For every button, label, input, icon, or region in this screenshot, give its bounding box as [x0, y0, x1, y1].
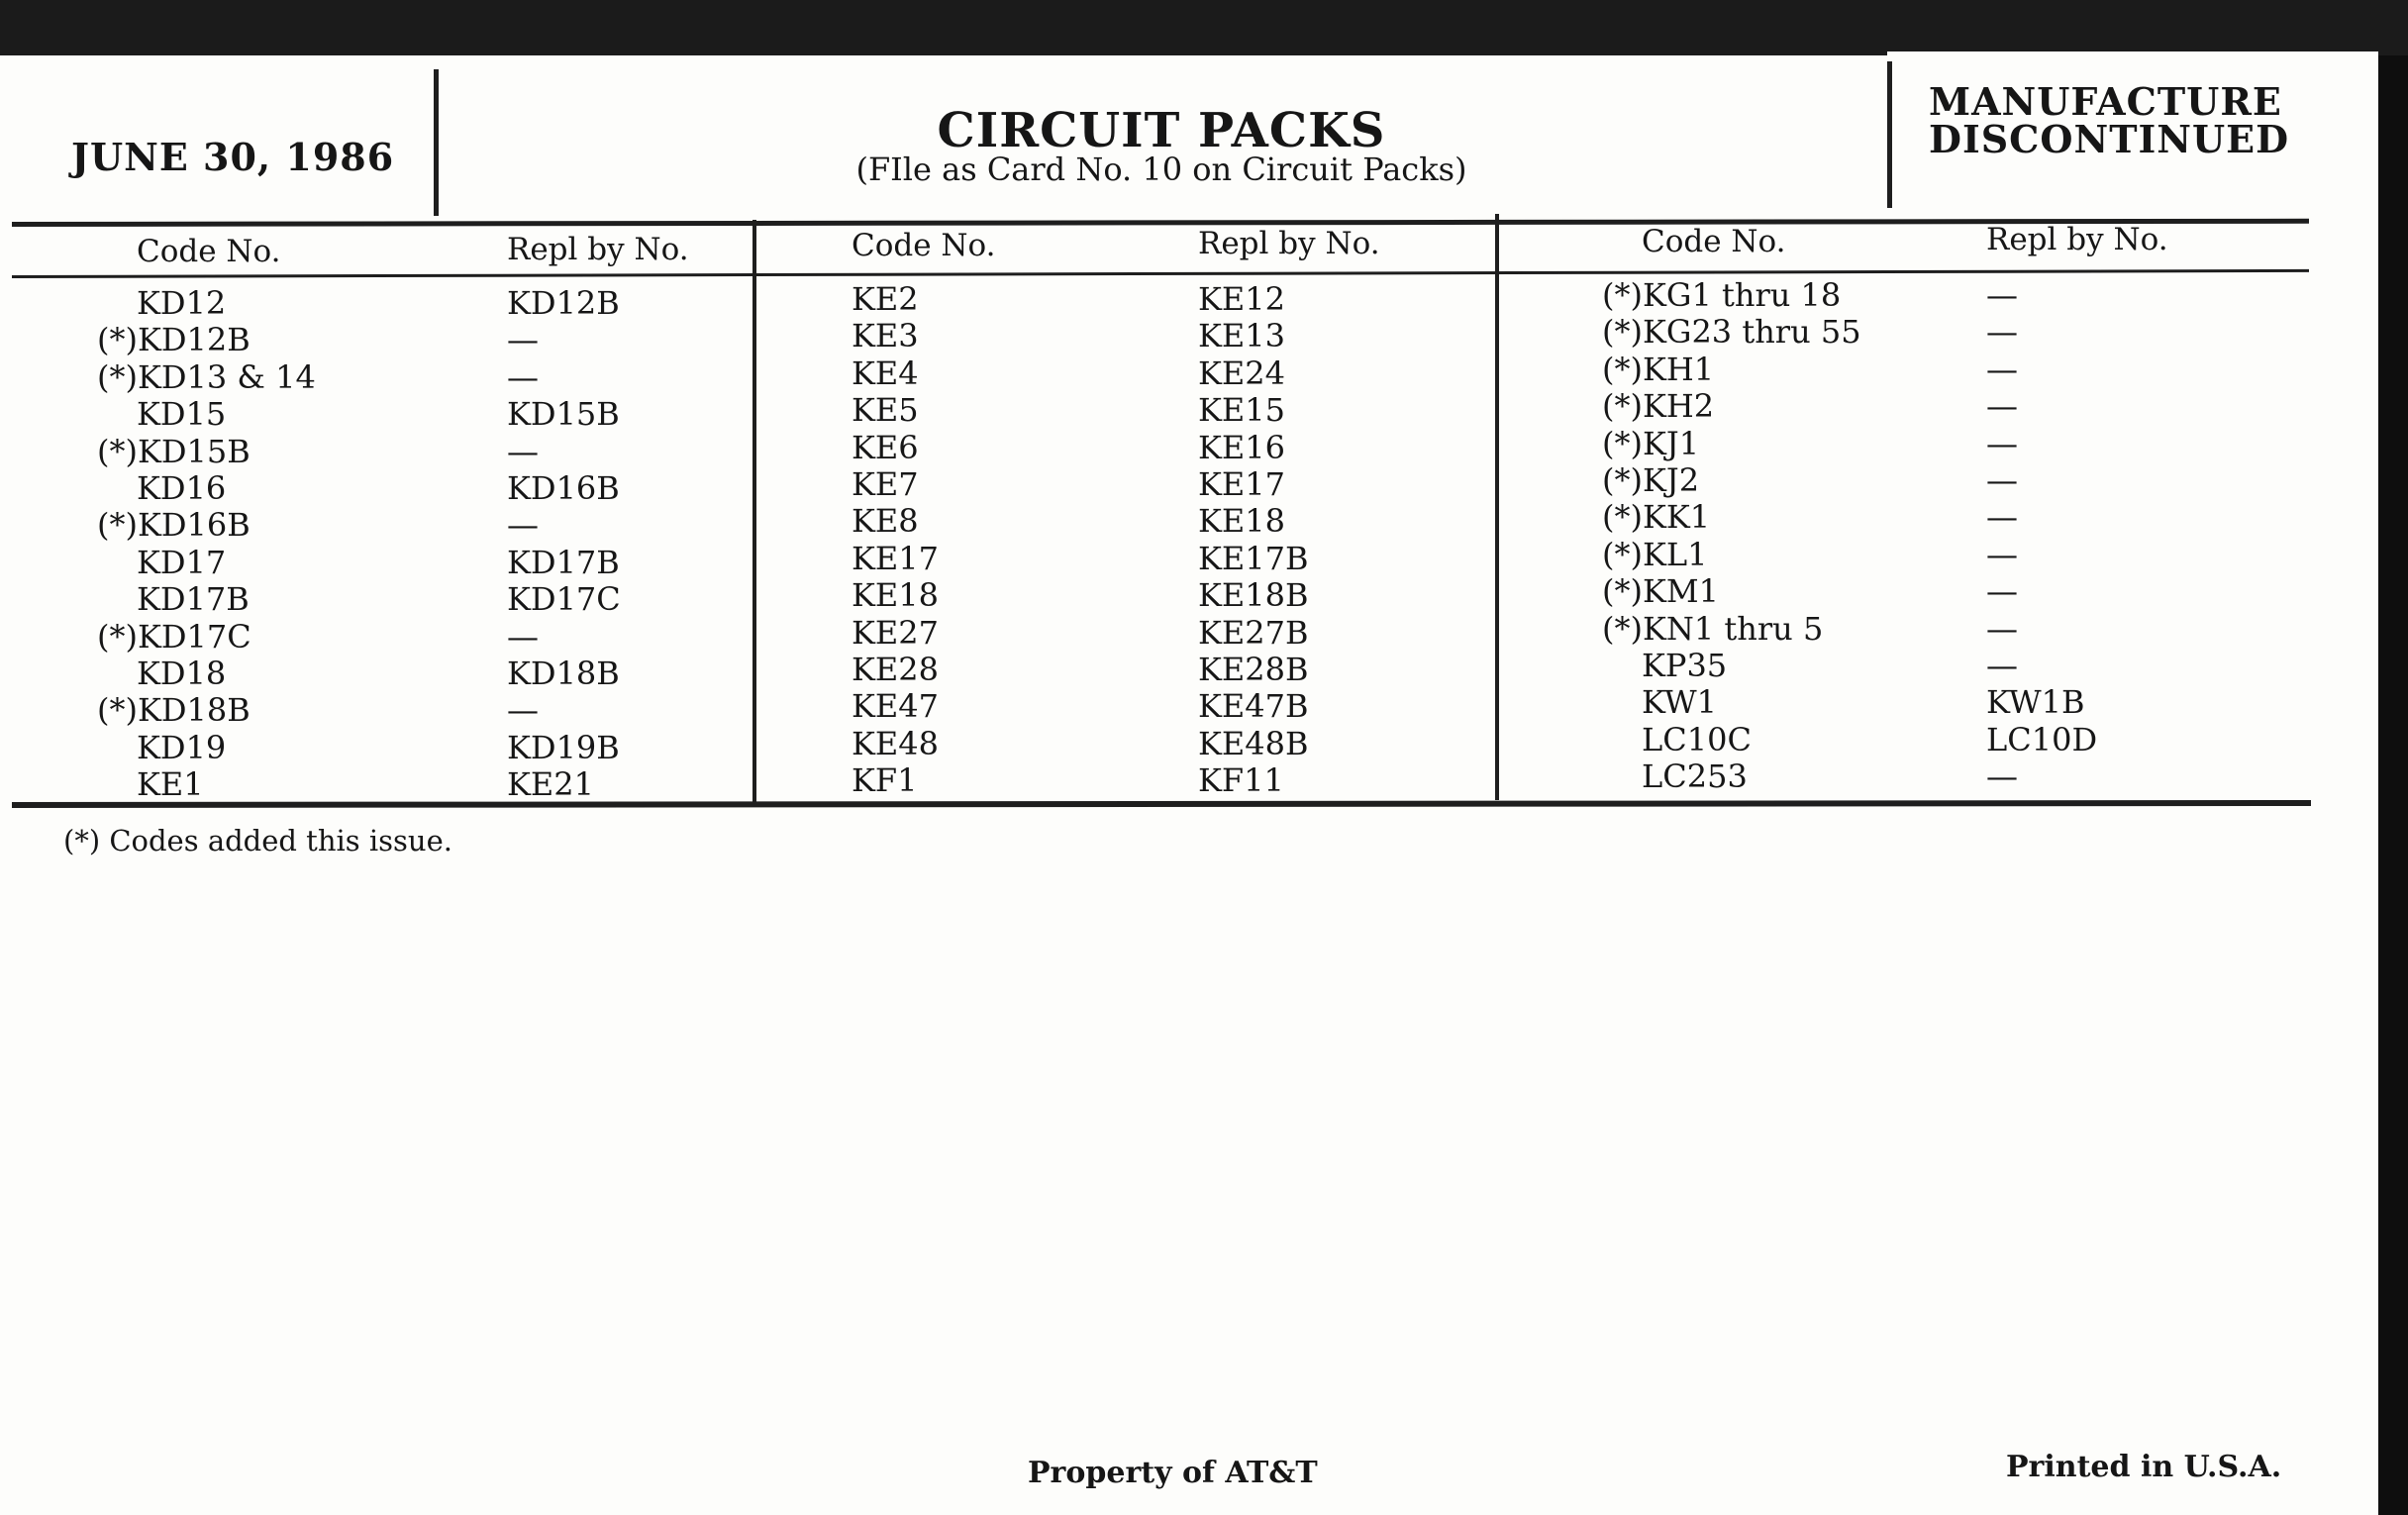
table-cell-repl: —	[507, 617, 539, 656]
table-cell-repl: —	[1986, 647, 2018, 684]
table-cell-repl: —	[1986, 350, 2018, 388]
table-cell-repl: —	[1986, 758, 2018, 796]
table-cell-code: KE18	[852, 576, 939, 615]
table-cell-repl: —	[507, 432, 539, 470]
scan-edge	[2378, 55, 2408, 1515]
status-line-1: MANUFACTURE	[1929, 79, 2282, 124]
header-divider-right	[1887, 61, 1892, 208]
col-header-code-2: Code No.	[852, 228, 996, 263]
table-cell-code: (*)KH1	[1602, 350, 1715, 388]
table-cell-code: (*)KM1	[1602, 572, 1719, 611]
table-cell-repl: —	[507, 691, 539, 730]
table-cell-code: KD16	[137, 469, 227, 507]
table-cell-code: (*)KD15B	[97, 432, 251, 470]
table-cell-repl: —	[1986, 387, 2018, 426]
table-cell-code: KE8	[852, 502, 919, 541]
table-cell-repl: —	[507, 357, 539, 396]
table-cell-repl: KE21	[507, 765, 594, 804]
table-cell-repl: KE17B	[1198, 539, 1309, 577]
table-cell-repl: —	[1986, 498, 2018, 537]
table-cell-repl: —	[1986, 535, 2018, 573]
table-cell-code: KE6	[852, 428, 919, 466]
table-cell-repl: KD15B	[507, 395, 620, 434]
table-cell-repl: KE16	[1198, 428, 1285, 466]
table-cell-code: KE47	[852, 687, 939, 726]
table-cell-code: KE48	[852, 724, 939, 762]
table-cell-repl: —	[507, 321, 539, 359]
table-cell-repl: KE27B	[1198, 613, 1309, 652]
table-cell-code: (*)KD13 & 14	[97, 357, 316, 396]
col-header-repl-2: Repl by No.	[1198, 226, 1380, 261]
footer-printed: Printed in U.S.A.	[2006, 1450, 2282, 1484]
table-cell-repl: —	[507, 506, 539, 545]
table-cell-code: KD15	[137, 395, 227, 434]
table-cell-code: KE4	[852, 354, 919, 392]
table-cell-code: KE28	[852, 651, 939, 688]
table-cell-code: (*)KD17C	[97, 617, 251, 656]
table-cell-repl: KE13	[1198, 317, 1285, 355]
table-cell-code: (*)KH2	[1602, 387, 1715, 426]
table-cell-code: KD17B	[137, 580, 250, 619]
table-cell-repl: KE47B	[1198, 687, 1309, 726]
table-cell-repl: —	[1986, 313, 2018, 352]
table-cell-code: KE1	[137, 765, 204, 804]
table-cell-repl: KW1B	[1986, 683, 2085, 722]
table-cell-repl: —	[1986, 461, 2018, 499]
table-cell-code: (*)KG1 thru 18	[1602, 276, 1842, 314]
table-cell-code: KD17	[137, 543, 227, 581]
table-cell-code: KE3	[852, 317, 919, 355]
table-cell-repl: LC10D	[1986, 720, 2098, 758]
status-label	[1929, 79, 2290, 161]
table-cell-repl: —	[1986, 572, 2018, 611]
table-cell-repl: KE28B	[1198, 651, 1309, 688]
table-cell-code: KW1	[1642, 683, 1718, 722]
table-cell-code: KE2	[852, 280, 919, 318]
table-cell-repl: KE18B	[1198, 576, 1309, 615]
table-cell-repl: —	[1986, 424, 2018, 462]
page-title: CIRCUIT PACKS	[937, 103, 1386, 158]
table-cell-repl: KD18B	[507, 655, 620, 692]
table-cell-code: KE7	[852, 465, 919, 503]
table-cell-code: KF1	[852, 761, 918, 800]
table-cell-repl: —	[1986, 276, 2018, 314]
table-cell-code: KE27	[852, 613, 939, 652]
col-header-code-1: Code No.	[137, 234, 281, 269]
table-divider-1	[752, 220, 756, 804]
card-top-edge	[1887, 51, 2378, 61]
table-cell-code: KE17	[852, 539, 939, 577]
table-cell-repl: KE15	[1198, 391, 1285, 430]
table-cell-code: (*)KD16B	[97, 506, 251, 545]
table-divider-2	[1495, 214, 1499, 800]
table-cell-repl: KE24	[1198, 354, 1285, 392]
table-cell-repl: KE48B	[1198, 724, 1309, 762]
table-cell-code: (*)KN1 thru 5	[1602, 609, 1824, 648]
table-cell-code: KD12	[137, 284, 227, 322]
table-cell-code: KD18	[137, 655, 227, 692]
page-subtitle: (FIle as Card No. 10 on Circuit Packs)	[855, 151, 1467, 188]
table-cell-repl: KF11	[1198, 761, 1284, 800]
table-cell-repl: KD19B	[507, 728, 620, 766]
status-line-2: DISCONTINUED	[1929, 117, 2290, 161]
table-cell-repl: KE17	[1198, 465, 1285, 503]
table-cell-code: KE5	[852, 391, 919, 430]
table-cell-code: LC10C	[1642, 720, 1752, 758]
table-cell-code: LC253	[1642, 758, 1748, 796]
col-header-code-3: Code No.	[1642, 224, 1786, 259]
table-cell-code: KP35	[1642, 647, 1728, 684]
footnote: (*) Codes added this issue.	[63, 824, 452, 858]
table-cell-repl: KD12B	[507, 284, 620, 322]
table-cell-repl: —	[1986, 609, 2018, 648]
table-cell-code: (*)KG23 thru 55	[1602, 313, 1861, 352]
table-cell-code: (*)KD12B	[97, 321, 251, 359]
table-cell-repl: KE18	[1198, 502, 1285, 541]
table-cell-repl: KD17B	[507, 543, 620, 581]
issue-date: JUNE 30, 1986	[71, 135, 395, 179]
table-cell-repl: KE12	[1198, 280, 1285, 318]
table-cell-code: KD19	[137, 728, 227, 766]
col-header-repl-1: Repl by No.	[507, 232, 689, 267]
table-cell-code: (*)KJ2	[1602, 461, 1700, 499]
table-cell-code: (*)KK1	[1602, 498, 1711, 537]
col-header-repl-3: Repl by No.	[1986, 222, 2168, 257]
table-cell-repl: KD17C	[507, 580, 621, 619]
table-cell-repl: KD16B	[507, 469, 620, 507]
table-cell-code: (*)KL1	[1602, 535, 1708, 573]
footer-property: Property of AT&T	[1028, 1456, 1318, 1490]
table-cell-code: (*)KD18B	[97, 691, 251, 730]
table-cell-code: (*)KJ1	[1602, 424, 1700, 462]
